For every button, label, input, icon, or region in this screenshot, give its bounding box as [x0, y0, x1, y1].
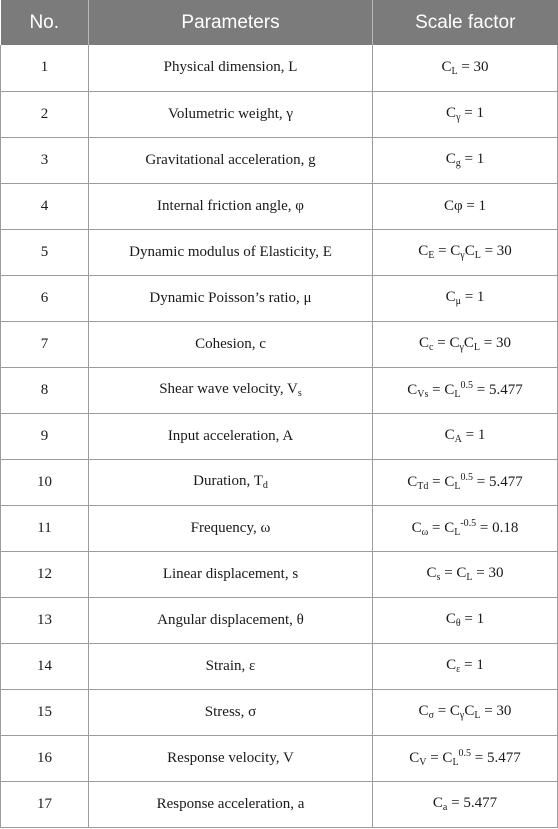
cell-no: 3 [1, 137, 89, 183]
cell-scale-factor [373, 413, 558, 459]
scale-subscript: L [451, 65, 458, 77]
cell-parameter [89, 551, 373, 597]
table-row [1, 137, 558, 183]
cell-scale-factor [373, 689, 558, 735]
cell-parameter [89, 689, 373, 735]
table-row [1, 689, 558, 735]
scale-subscript: g [455, 158, 461, 169]
cell-parameter [89, 459, 373, 505]
cell-parameter [89, 643, 373, 689]
scale-subscript: γ [460, 250, 465, 261]
cell-parameter [89, 505, 373, 551]
parameter-text: Response acceleration, a [156, 795, 305, 812]
scale-subscript: γ [456, 112, 461, 123]
scale-text: C [419, 335, 430, 351]
scale-text: = 1 [460, 611, 485, 627]
scale-subscript: ε [456, 664, 461, 675]
cell-scale-factor [373, 229, 558, 275]
scale-text: C [411, 520, 422, 536]
parameter-text: Angular displacement, θ [157, 611, 304, 628]
scale-text: C [446, 105, 457, 121]
scale-text: = C [428, 520, 455, 536]
parameter-subscript: d [262, 480, 268, 491]
scale-text: C [464, 243, 475, 259]
parameter-text: Linear displacement, s [162, 565, 299, 582]
scale-text: Cφ = 1 [443, 197, 487, 214]
scale-subscript: A [454, 434, 462, 445]
scale-subscript: L [454, 481, 461, 492]
parameter-text: Internal friction angle, φ [157, 197, 304, 214]
table-row [1, 735, 558, 781]
cell-parameter [89, 413, 373, 459]
scale-subscript: L [474, 250, 481, 261]
scale-subscript: c [429, 342, 434, 353]
cell-no: 17 [1, 781, 89, 827]
cell-parameter [89, 275, 373, 321]
table-row [1, 229, 558, 275]
parameter-text: Volumetric weight, γ [167, 105, 294, 122]
scale-text: = C [428, 382, 455, 398]
cell-parameter [89, 229, 373, 275]
scale-text: = 30 [480, 703, 512, 719]
cell-no: 13 [1, 597, 89, 643]
cell-no: 9 [1, 413, 89, 459]
cell-no: 1 [1, 45, 89, 91]
table-row [1, 45, 558, 91]
table-row [1, 459, 558, 505]
cell-scale-factor [373, 321, 558, 367]
scale-subscript: ω [421, 527, 429, 538]
scale-text: = 0.18 [476, 520, 519, 536]
scale-text: C [441, 58, 452, 75]
scale-text: = C [426, 750, 453, 766]
scale-text: C [446, 657, 457, 673]
cell-parameter [89, 321, 373, 367]
cell-no: 12 [1, 551, 89, 597]
scale-superscript: 0.5 [460, 380, 473, 391]
scale-text: = 1 [460, 151, 485, 167]
scale-text: C [432, 795, 443, 811]
parameter-text: Dynamic Poisson’s ratio, μ [149, 289, 312, 306]
scale-text: = 5.477 [472, 474, 523, 490]
scale-subscript: s [436, 572, 441, 583]
parameter-text: Stress, σ [204, 703, 257, 720]
table-header-row [1, 0, 558, 45]
cell-no: 10 [1, 459, 89, 505]
cell-scale-factor [373, 459, 558, 505]
cell-scale-factor [373, 551, 558, 597]
cell-no: 2 [1, 91, 89, 137]
parameter-text: Frequency, ω [190, 519, 271, 536]
scale-text: = 5.477 [473, 382, 523, 398]
parameter-text: Dynamic modulus of Elasticity, E [129, 243, 332, 260]
scale-subscript: θ [455, 618, 461, 629]
cell-no: 15 [1, 689, 89, 735]
cell-scale-factor [373, 643, 558, 689]
cell-parameter [89, 45, 373, 91]
scale-text: C [463, 335, 474, 351]
scale-subscript: Vs [417, 389, 429, 400]
cell-no: 5 [1, 229, 89, 275]
table-row [1, 643, 558, 689]
scale-text: C [445, 151, 456, 167]
cell-parameter [89, 137, 373, 183]
scale-text: C [407, 474, 418, 490]
header-no: No. [1, 0, 89, 45]
header-parameters: Parameters [89, 0, 373, 45]
cell-scale-factor [373, 597, 558, 643]
table-row [1, 275, 558, 321]
cell-no: 7 [1, 321, 89, 367]
scale-text: = 30 [480, 243, 512, 259]
cell-scale-factor [373, 91, 558, 137]
parameter-text: Gravitational acceleration, g [145, 151, 316, 168]
scale-text: = 1 [460, 657, 484, 673]
scale-text: = 1 [460, 105, 484, 121]
table-row [1, 91, 558, 137]
cell-scale-factor [373, 45, 558, 91]
scale-subscript: Td [417, 481, 429, 492]
scale-subscript: μ [455, 296, 461, 307]
cell-parameter [89, 183, 373, 229]
table-row [1, 183, 558, 229]
scale-text: = 30 [480, 335, 511, 351]
table-row [1, 551, 558, 597]
scale-text: C [426, 565, 437, 581]
cell-parameter [89, 367, 373, 413]
scale-text: C [409, 750, 420, 766]
scale-subscript: V [419, 757, 427, 768]
parameter-text: Cohesion, c [195, 335, 266, 352]
scale-subscript: L [454, 527, 461, 538]
scale-text: C [445, 611, 456, 627]
cell-scale-factor [373, 137, 558, 183]
scale-text: = 5.477 [447, 795, 498, 811]
scale-superscript: -0.5 [460, 518, 477, 529]
cell-no: 8 [1, 367, 89, 413]
scale-text: = C [434, 243, 461, 259]
cell-scale-factor [373, 275, 558, 321]
table-row [1, 413, 558, 459]
scale-text: C [464, 703, 475, 719]
cell-scale-factor [373, 781, 558, 827]
parameter-text: Input acceleration, A [167, 427, 294, 444]
scale-text: = C [428, 474, 455, 490]
scale-subscript: L [474, 710, 481, 721]
parameter-text: Shear wave velocity, V [159, 381, 298, 397]
scale-text: = 30 [457, 58, 489, 75]
scale-subscript: σ [428, 710, 434, 721]
scale-text: = C [433, 703, 460, 719]
scale-text: C [407, 382, 418, 398]
scale-subscript: L [473, 342, 480, 353]
parameter-text: Duration, T [193, 473, 263, 489]
cell-scale-factor [373, 183, 558, 229]
scale-superscript: 0.5 [460, 472, 473, 483]
scale-text: C [444, 427, 455, 443]
cell-scale-factor [373, 367, 558, 413]
table-row [1, 597, 558, 643]
scale-subscript: E [428, 250, 435, 261]
header-scale-factor: Scale factor [373, 0, 558, 45]
parameter-text: Strain, ε [205, 657, 256, 674]
scale-text: = 5.477 [471, 750, 521, 766]
cell-scale-factor [373, 735, 558, 781]
scale-superscript: 0.5 [458, 748, 472, 759]
cell-no: 11 [1, 505, 89, 551]
table-body [1, 45, 558, 827]
scale-subscript: a [442, 802, 448, 813]
cell-parameter [89, 781, 373, 827]
parameter-text: Physical dimension, L [163, 59, 298, 76]
cell-no: 16 [1, 735, 89, 781]
scale-text: C [418, 703, 429, 719]
scale-text: C [445, 289, 456, 305]
scale-text: C [418, 243, 429, 259]
cell-parameter [89, 597, 373, 643]
cell-parameter [89, 91, 373, 137]
scale-subscript: L [466, 572, 473, 583]
scale-text: = 30 [472, 565, 504, 581]
scale-subscript: γ [459, 342, 464, 353]
scale-text: = 1 [461, 427, 486, 443]
scale-text: = C [440, 565, 467, 581]
scale-subscript: L [454, 389, 461, 400]
cell-scale-factor [373, 505, 558, 551]
scale-text: = C [433, 335, 460, 351]
scale-subscript: γ [459, 710, 465, 721]
cell-parameter [89, 735, 373, 781]
cell-no: 4 [1, 183, 89, 229]
cell-no: 6 [1, 275, 89, 321]
table-row [1, 781, 558, 827]
scale-subscript: L [452, 757, 459, 768]
scale-text: = 1 [460, 289, 485, 305]
parameter-subscript: s [297, 388, 302, 399]
table-row [1, 321, 558, 367]
table-row [1, 505, 558, 551]
parameter-text: Response velocity, V [167, 749, 294, 766]
table-row [1, 367, 558, 413]
cell-no: 14 [1, 643, 89, 689]
